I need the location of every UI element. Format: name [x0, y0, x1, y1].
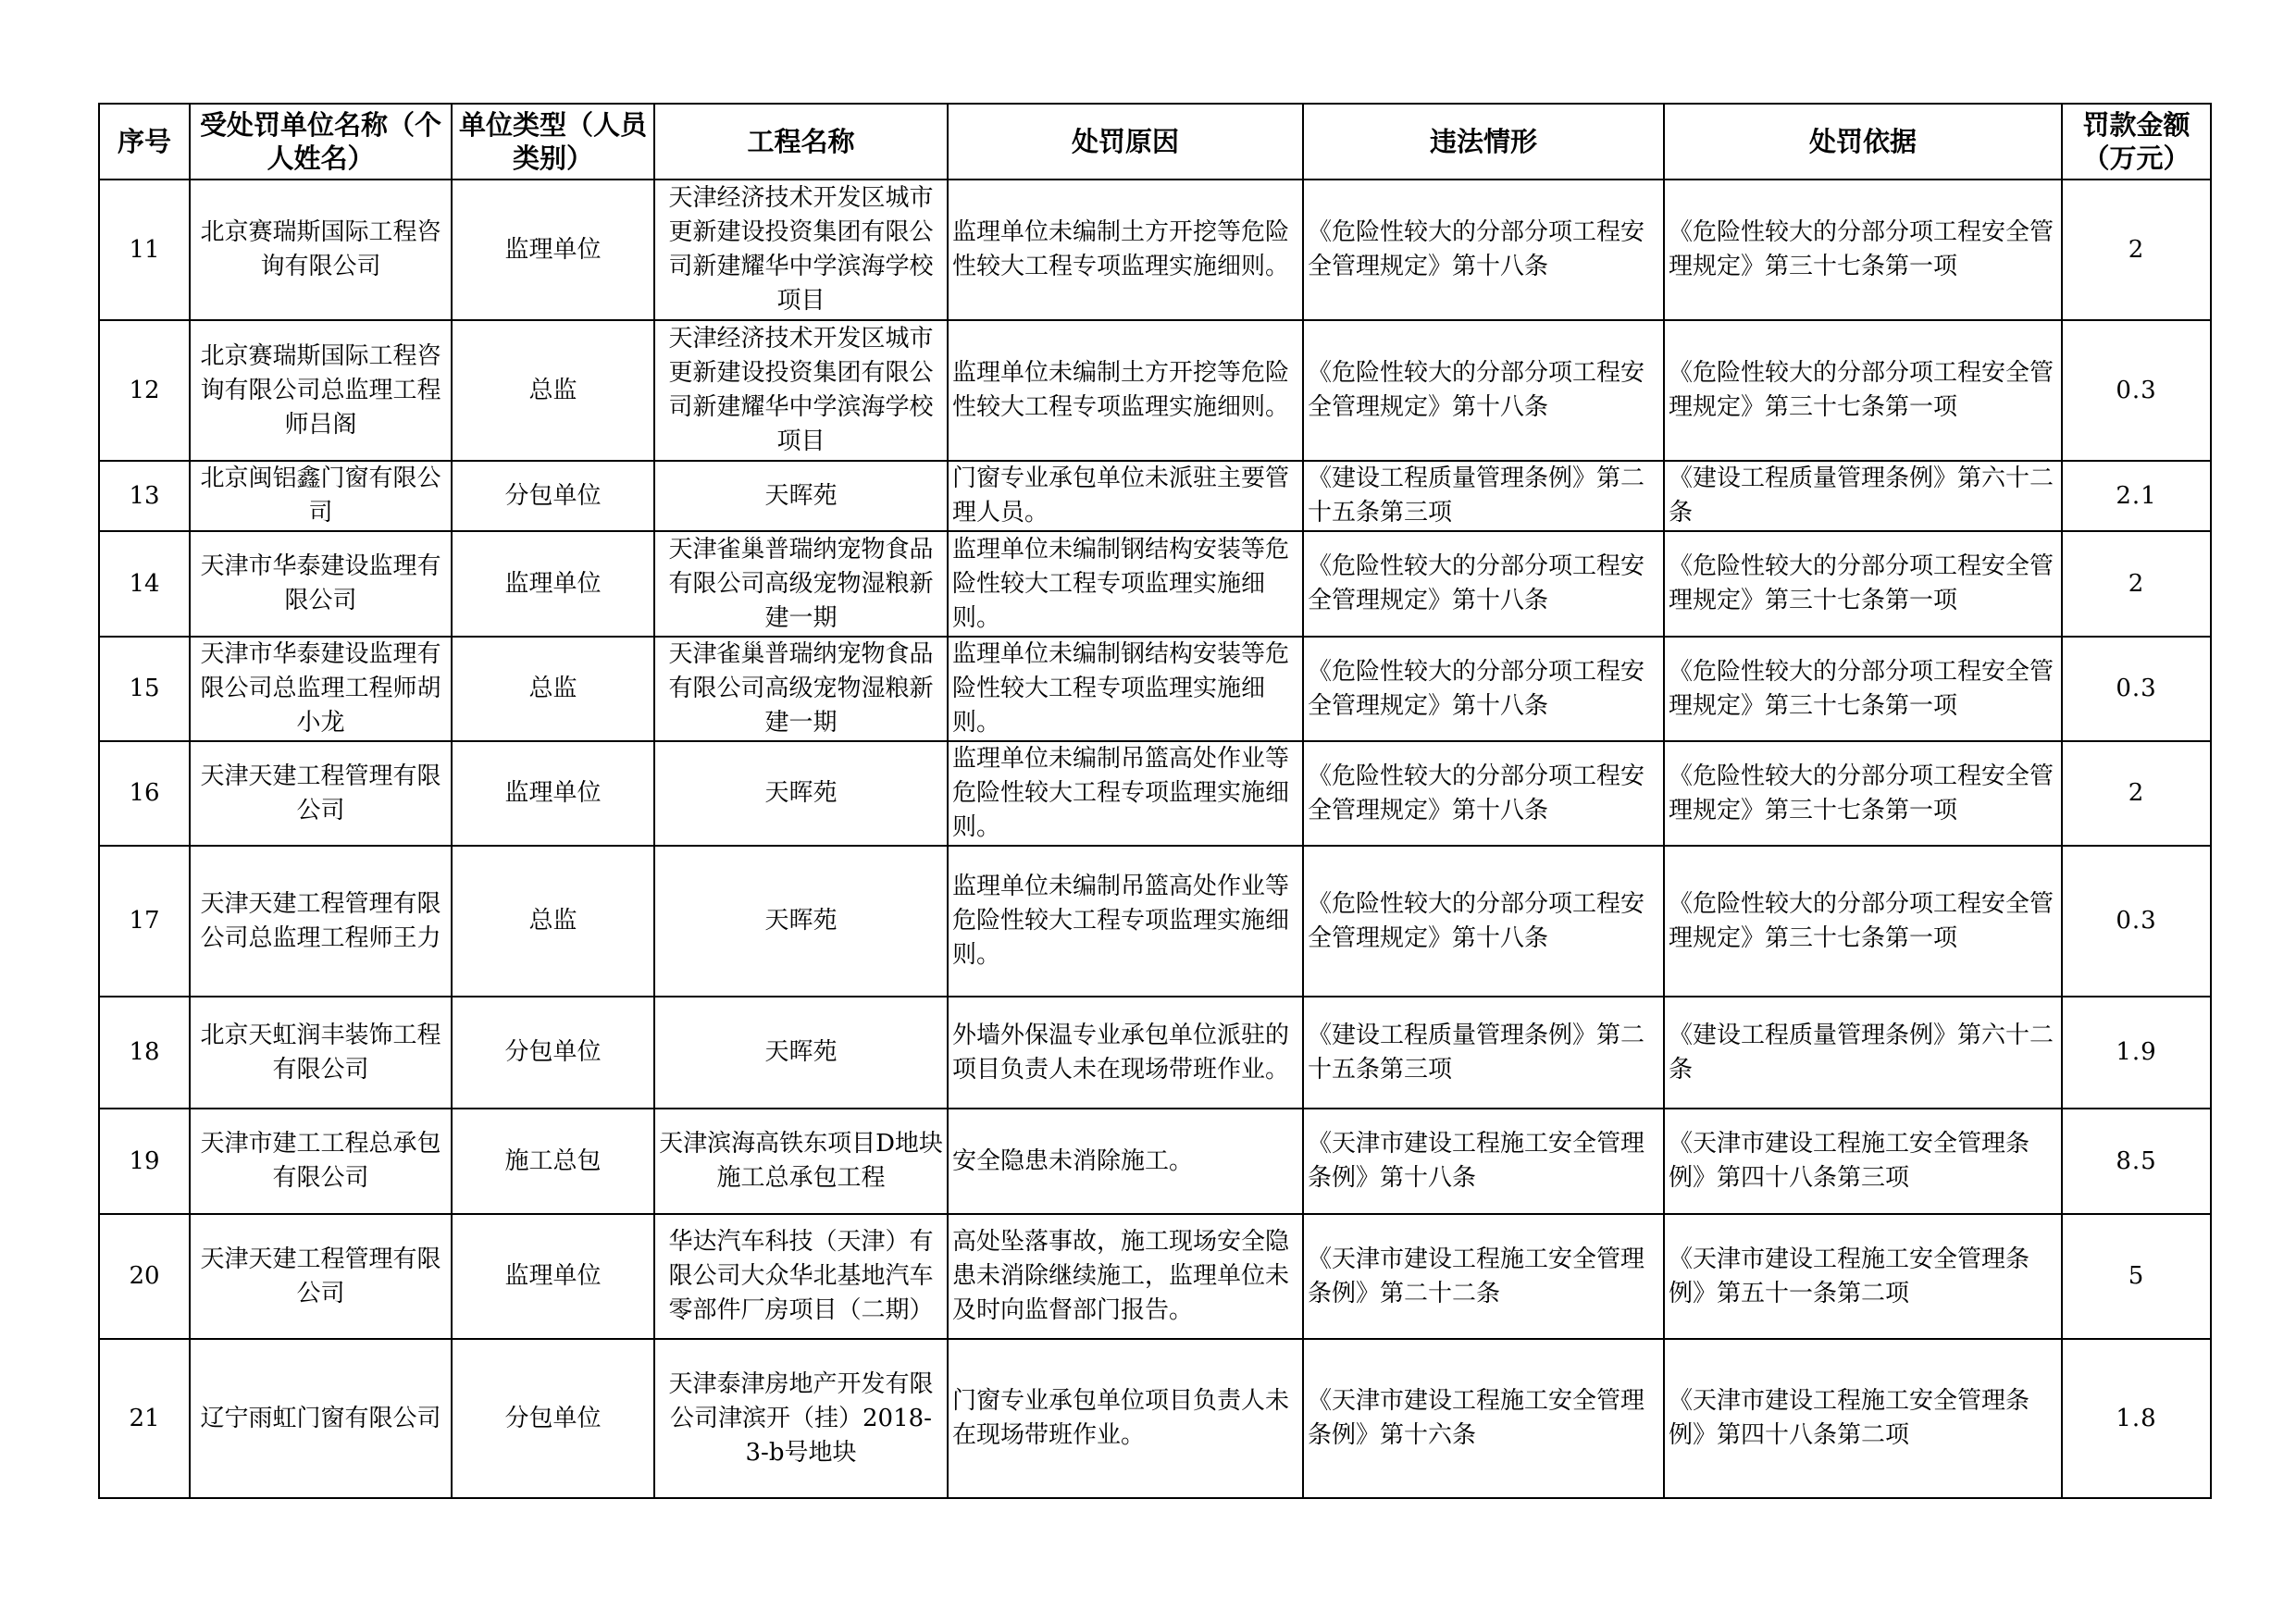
cell-violation: 《天津市建设工程施工安全管理条例》第二十二条: [1303, 1214, 1664, 1339]
cell-project-name: 天津雀巢普瑞纳宠物食品有限公司高级宠物湿粮新建一期: [654, 637, 948, 741]
cell-serial-no: 20: [99, 1214, 190, 1339]
cell-entity-name: 北京闽铝鑫门窗有限公司: [190, 461, 452, 531]
cell-entity-name: 北京赛瑞斯国际工程咨询有限公司总监理工程师吕阁: [190, 320, 452, 461]
cell-penalty-reason: 门窗专业承包单位项目负责人未在现场带班作业。: [948, 1339, 1303, 1498]
cell-entity-type: 监理单位: [452, 1214, 654, 1339]
cell-penalty-reason: 监理单位未编制吊篮高处作业等危险性较大工程专项监理实施细则。: [948, 846, 1303, 997]
table-row: [99, 1214, 2211, 1339]
cell-entity-name: 北京赛瑞斯国际工程咨询有限公司: [190, 180, 452, 320]
cell-serial-no: 14: [99, 531, 190, 637]
header-violation: 违法情形: [1303, 104, 1664, 180]
cell-fine-amount: 0.3: [2062, 637, 2211, 741]
cell-serial-no: 15: [99, 637, 190, 741]
cell-entity-type: 分包单位: [452, 1339, 654, 1498]
cell-serial-no: 17: [99, 846, 190, 997]
cell-penalty-basis: 《天津市建设工程施工安全管理条例》第五十一条第二项: [1664, 1214, 2062, 1339]
cell-serial-no: 19: [99, 1109, 190, 1214]
cell-serial-no: 18: [99, 997, 190, 1109]
cell-entity-name: 天津天建工程管理有限公司: [190, 1214, 452, 1339]
cell-entity-name: 北京天虹润丰装饰工程有限公司: [190, 997, 452, 1109]
cell-entity-name: 天津市华泰建设监理有限公司: [190, 531, 452, 637]
table-row: [99, 461, 2211, 531]
header-serial-no: 序号: [99, 104, 190, 180]
table-header-row: [99, 104, 2211, 180]
cell-penalty-basis: 《天津市建设工程施工安全管理条例》第四十八条第三项: [1664, 1109, 2062, 1214]
cell-project-name: 华达汽车科技（天津）有限公司大众华北基地汽车零部件厂房项目（二期）: [654, 1214, 948, 1339]
cell-violation: 《危险性较大的分部分项工程安全管理规定》第十八条: [1303, 180, 1664, 320]
cell-entity-name: 天津天建工程管理有限公司: [190, 741, 452, 846]
header-project-name: 工程名称: [654, 104, 948, 180]
cell-penalty-reason: 外墙外保温专业承包单位派驻的项目负责人未在现场带班作业。: [948, 997, 1303, 1109]
cell-fine-amount: 1.9: [2062, 997, 2211, 1109]
cell-serial-no: 21: [99, 1339, 190, 1498]
cell-penalty-reason: 安全隐患未消除施工。: [948, 1109, 1303, 1214]
header-entity-name: 受处罚单位名称（个人姓名）: [190, 104, 452, 180]
cell-entity-name: 天津市华泰建设监理有限公司总监理工程师胡小龙: [190, 637, 452, 741]
cell-entity-type: 总监: [452, 846, 654, 997]
cell-project-name: 天晖苑: [654, 741, 948, 846]
cell-violation: 《危险性较大的分部分项工程安全管理规定》第十八条: [1303, 320, 1664, 461]
table-row: [99, 846, 2211, 997]
cell-fine-amount: 1.8: [2062, 1339, 2211, 1498]
cell-project-name: 天津泰津房地产开发有限公司津滨开（挂）2018-3-b号地块: [654, 1339, 948, 1498]
cell-project-name: 天津经济技术开发区城市更新建设投资集团有限公司新建耀华中学滨海学校项目: [654, 320, 948, 461]
table-row: [99, 997, 2211, 1109]
cell-entity-name: 天津天建工程管理有限公司总监理工程师王力: [190, 846, 452, 997]
table-row: [99, 531, 2211, 637]
cell-fine-amount: 2: [2062, 180, 2211, 320]
cell-entity-type: 分包单位: [452, 461, 654, 531]
cell-entity-type: 总监: [452, 320, 654, 461]
cell-violation: 《建设工程质量管理条例》第二十五条第三项: [1303, 461, 1664, 531]
cell-fine-amount: 5: [2062, 1214, 2211, 1339]
cell-fine-amount: 8.5: [2062, 1109, 2211, 1214]
cell-penalty-basis: 《危险性较大的分部分项工程安全管理规定》第三十七条第一项: [1664, 320, 2062, 461]
cell-violation: 《天津市建设工程施工安全管理条例》第十八条: [1303, 1109, 1664, 1214]
cell-serial-no: 11: [99, 180, 190, 320]
cell-penalty-reason: 高处坠落事故，施工现场安全隐患未消除继续施工，监理单位未及时向监督部门报告。: [948, 1214, 1303, 1339]
table-row: [99, 180, 2211, 320]
cell-penalty-basis: 《建设工程质量管理条例》第六十二条: [1664, 997, 2062, 1109]
cell-project-name: 天晖苑: [654, 461, 948, 531]
cell-penalty-reason: 监理单位未编制钢结构安装等危险性较大工程专项监理实施细则。: [948, 531, 1303, 637]
cell-entity-type: 监理单位: [452, 180, 654, 320]
cell-penalty-basis: 《危险性较大的分部分项工程安全管理规定》第三十七条第一项: [1664, 531, 2062, 637]
table-row: [99, 637, 2211, 741]
header-penalty-reason: 处罚原因: [948, 104, 1303, 180]
cell-fine-amount: 0.3: [2062, 846, 2211, 997]
cell-entity-type: 总监: [452, 637, 654, 741]
cell-penalty-reason: 监理单位未编制土方开挖等危险性较大工程专项监理实施细则。: [948, 180, 1303, 320]
cell-violation: 《危险性较大的分部分项工程安全管理规定》第十八条: [1303, 637, 1664, 741]
cell-violation: 《危险性较大的分部分项工程安全管理规定》第十八条: [1303, 741, 1664, 846]
table-row: [99, 1109, 2211, 1214]
cell-project-name: 天晖苑: [654, 846, 948, 997]
cell-violation: 《天津市建设工程施工安全管理条例》第十六条: [1303, 1339, 1664, 1498]
table-row: [99, 741, 2211, 846]
cell-penalty-basis: 《危险性较大的分部分项工程安全管理规定》第三十七条第一项: [1664, 846, 2062, 997]
cell-entity-name: 天津市建工工程总承包有限公司: [190, 1109, 452, 1214]
cell-penalty-basis: 《天津市建设工程施工安全管理条例》第四十八条第二项: [1664, 1339, 2062, 1498]
cell-entity-name: 辽宁雨虹门窗有限公司: [190, 1339, 452, 1498]
cell-penalty-reason: 门窗专业承包单位未派驻主要管理人员。: [948, 461, 1303, 531]
cell-project-name: 天津滨海高铁东项目D地块施工总承包工程: [654, 1109, 948, 1214]
cell-violation: 《危险性较大的分部分项工程安全管理规定》第十八条: [1303, 531, 1664, 637]
header-fine-amount: 罚款金额（万元）: [2062, 104, 2211, 180]
cell-penalty-basis: 《危险性较大的分部分项工程安全管理规定》第三十七条第一项: [1664, 180, 2062, 320]
table-row: [99, 320, 2211, 461]
cell-fine-amount: 0.3: [2062, 320, 2211, 461]
table-row: [99, 1339, 2211, 1498]
cell-entity-type: 监理单位: [452, 531, 654, 637]
cell-violation: 《危险性较大的分部分项工程安全管理规定》第十八条: [1303, 846, 1664, 997]
cell-penalty-basis: 《建设工程质量管理条例》第六十二条: [1664, 461, 2062, 531]
cell-penalty-reason: 监理单位未编制钢结构安装等危险性较大工程专项监理实施细则。: [948, 637, 1303, 741]
header-entity-type: 单位类型（人员类别）: [452, 104, 654, 180]
cell-entity-type: 监理单位: [452, 741, 654, 846]
cell-penalty-basis: 《危险性较大的分部分项工程安全管理规定》第三十七条第一项: [1664, 637, 2062, 741]
cell-project-name: 天津雀巢普瑞纳宠物食品有限公司高级宠物湿粮新建一期: [654, 531, 948, 637]
cell-project-name: 天晖苑: [654, 997, 948, 1109]
cell-entity-type: 施工总包: [452, 1109, 654, 1214]
cell-fine-amount: 2: [2062, 741, 2211, 846]
cell-entity-type: 分包单位: [452, 997, 654, 1109]
penalty-table: [98, 103, 2212, 1499]
cell-penalty-reason: 监理单位未编制土方开挖等危险性较大工程专项监理实施细则。: [948, 320, 1303, 461]
cell-fine-amount: 2.1: [2062, 461, 2211, 531]
cell-project-name: 天津经济技术开发区城市更新建设投资集团有限公司新建耀华中学滨海学校项目: [654, 180, 948, 320]
cell-serial-no: 13: [99, 461, 190, 531]
cell-serial-no: 12: [99, 320, 190, 461]
cell-fine-amount: 2: [2062, 531, 2211, 637]
header-penalty-basis: 处罚依据: [1664, 104, 2062, 180]
cell-penalty-reason: 监理单位未编制吊篮高处作业等危险性较大工程专项监理实施细则。: [948, 741, 1303, 846]
cell-serial-no: 16: [99, 741, 190, 846]
cell-penalty-basis: 《危险性较大的分部分项工程安全管理规定》第三十七条第一项: [1664, 741, 2062, 846]
cell-violation: 《建设工程质量管理条例》第二十五条第三项: [1303, 997, 1664, 1109]
